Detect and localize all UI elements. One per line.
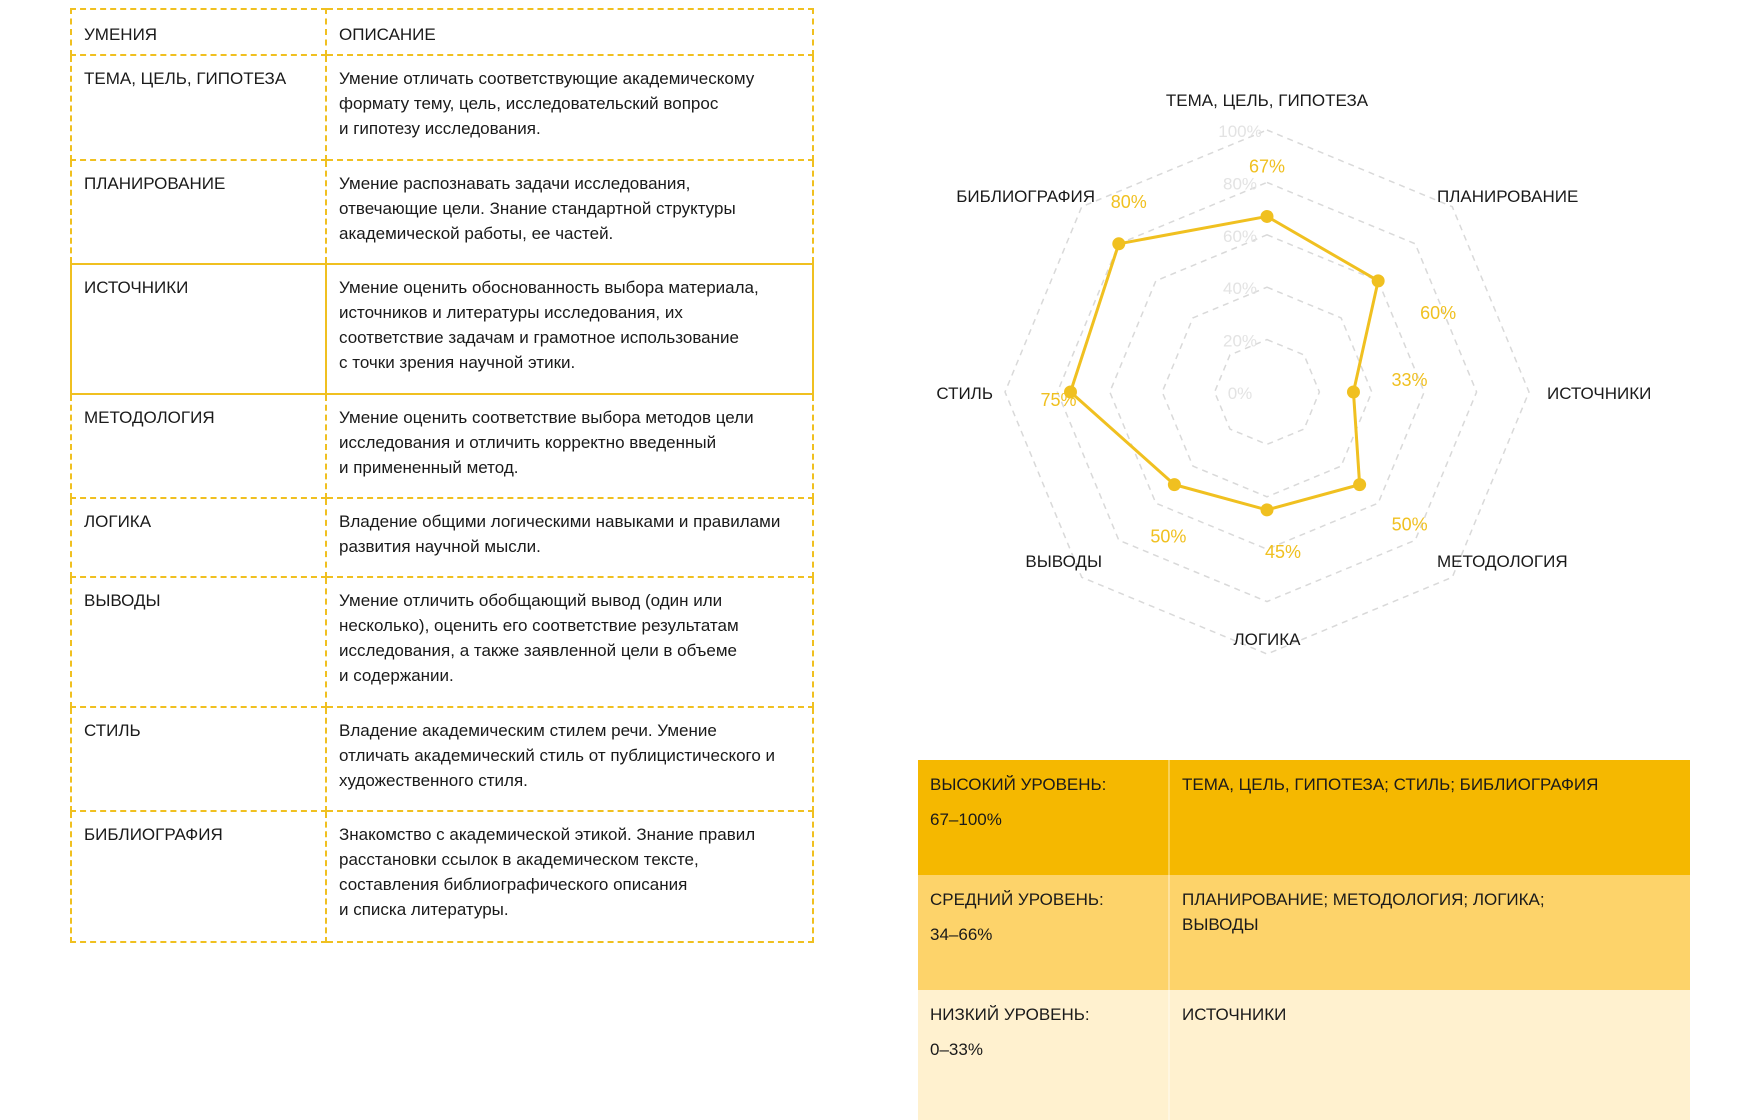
description-line: развития научной мысли.: [339, 537, 541, 556]
skill-name: ИСТОЧНИКИ: [71, 264, 326, 394]
description-line: формату тему, цель, исследовательский вопрос: [339, 94, 719, 113]
description-line: Владение академическим стилем речи. Умение: [339, 721, 717, 740]
data-point: [1168, 478, 1181, 491]
data-point: [1372, 274, 1385, 287]
skill-description: [326, 394, 813, 498]
skill-name: ВЫВОДЫ: [71, 577, 326, 707]
description-line: соответствие задачам и грамотное использование: [339, 328, 739, 347]
skill-name: МЕТОДОЛОГИЯ: [71, 394, 326, 498]
radar-axis-labels: [936, 91, 1651, 649]
level-name: НИЗКИЙ УРОВЕНЬ:: [930, 1005, 1090, 1024]
skill-description: [326, 160, 813, 264]
axis-label: ПЛАНИРОВАНИЕ: [1437, 187, 1579, 206]
tick-label: 0%: [1227, 384, 1253, 403]
description-line: и содержании.: [339, 666, 454, 685]
level-cell: [918, 875, 1170, 990]
data-point: [1347, 386, 1360, 399]
table-row: [71, 394, 813, 498]
description-line: Умение оценить соответствие выбора методов цели: [339, 408, 754, 427]
description-line: и гипотезу исследования.: [339, 119, 541, 138]
level-skills-cell: [1170, 875, 1690, 990]
description-line: Умение оценить обоснованность выбора материала,: [339, 278, 759, 297]
skill-name: ПЛАНИРОВАНИЕ: [71, 160, 326, 264]
axis-label: ВЫВОДЫ: [1025, 552, 1102, 571]
value-label: 80%: [1110, 191, 1147, 212]
series-line: [1071, 216, 1379, 509]
skill-description: [326, 577, 813, 707]
level-row-high: [918, 760, 1690, 875]
table-row: [71, 707, 813, 811]
description-line: составления библиографического описания: [339, 875, 688, 894]
level-name: СРЕДНИЙ УРОВЕНЬ:: [930, 890, 1104, 909]
description-line: художественного стиля.: [339, 771, 528, 790]
level-name: ВЫСОКИЙ УРОВЕНЬ:: [930, 775, 1107, 794]
value-label: 75%: [1040, 390, 1077, 410]
table-row: [71, 55, 813, 160]
description-line: Знакомство с академической этикой. Знание правил: [339, 825, 756, 844]
grid-ring-40: [1162, 287, 1372, 497]
table-row: [71, 498, 813, 577]
levels-table: [918, 760, 1690, 1120]
column-header-description: ОПИСАНИЕ: [326, 9, 813, 55]
level-skills: ТЕМА, ЦЕЛЬ, ГИПОТЕЗА; СТИЛЬ; БИБЛИОГРАФИЯ: [1182, 775, 1599, 794]
level-row-mid: [918, 875, 1690, 990]
skill-description: [326, 264, 813, 394]
description-line: исследования и отличить корректно введенный: [339, 433, 717, 452]
tick-label: 40%: [1222, 279, 1258, 299]
tick-label: 100%: [1218, 122, 1262, 141]
skill-name: БИБЛИОГРАФИЯ: [71, 811, 326, 942]
data-point: [1261, 210, 1274, 223]
table-row: [71, 577, 813, 707]
description-line: несколько), оценить его соответствие результатам: [339, 616, 739, 635]
table-row: [71, 264, 813, 394]
grid-ring-100: [1005, 130, 1529, 654]
axis-label: СТИЛЬ: [936, 384, 993, 403]
tick-label: 80%: [1222, 174, 1258, 194]
description-line: Умение распознавать задачи исследования,: [339, 174, 691, 193]
axis-label: ТЕМА, ЦЕЛЬ, ГИПОТЕЗА: [1165, 91, 1369, 110]
axis-label: ИСТОЧНИКИ: [1547, 384, 1652, 403]
description-line: Владение общими логическими навыками и правилами: [339, 512, 781, 531]
value-label: 50%: [1150, 526, 1187, 547]
description-line: и списка литературы.: [339, 900, 509, 919]
axis-label: БИБЛИОГРАФИЯ: [956, 187, 1095, 206]
value-label: 67%: [1248, 156, 1286, 177]
level-skills: ИСТОЧНИКИ: [1182, 1005, 1287, 1024]
data-point: [1112, 237, 1125, 250]
description-line: Умение отличить обобщающий вывод (один или: [339, 591, 723, 610]
skill-name: ТЕМА, ЦЕЛЬ, ГИПОТЕЗА: [71, 55, 326, 160]
tick-label: 20%: [1222, 331, 1258, 351]
value-label: 50%: [1391, 514, 1428, 535]
level-skills-cell: [1170, 760, 1690, 875]
description-line: отличать академический стиль от публицистического и: [339, 746, 776, 765]
description-line: расстановки ссылок в академическом тексте,: [339, 850, 699, 869]
skill-description: [326, 498, 813, 577]
skill-description: [326, 707, 813, 811]
description-line: академической работы, ее частей.: [339, 224, 614, 243]
data-point: [1353, 478, 1366, 491]
level-skills: ПЛАНИРОВАНИЕ; МЕТОДОЛОГИЯ; ЛОГИКА;: [1182, 890, 1545, 909]
skill-description: [326, 55, 813, 160]
tick-label: 60%: [1222, 226, 1258, 246]
description-line: отвечающие цели. Знание стандартной структуры: [339, 199, 736, 218]
level-skills-cell: [1170, 990, 1690, 1120]
radar-series: [1064, 210, 1385, 516]
description-line: и примененный метод.: [339, 458, 519, 477]
description-line: Умение отличать соответствующие академическому: [339, 69, 755, 88]
skill-description: [326, 811, 813, 942]
level-range: 0–33%: [930, 1040, 983, 1059]
skills-table: [70, 8, 814, 943]
axis-label: ЛОГИКА: [1233, 630, 1301, 649]
level-range: 67–100%: [930, 810, 1002, 829]
radar-grid: [1005, 130, 1529, 654]
table-row: [71, 811, 813, 942]
level-row-low: [918, 990, 1690, 1120]
value-label: 60%: [1420, 302, 1457, 323]
level-skills: ВЫВОДЫ: [1182, 915, 1259, 934]
value-label: 33%: [1391, 370, 1428, 390]
column-header-skills: УМЕНИЯ: [71, 9, 326, 55]
level-cell: [918, 760, 1170, 875]
skill-name: СТИЛЬ: [71, 707, 326, 811]
description-line: исследования, а также заявленной цели в объеме: [339, 641, 738, 660]
level-cell: [918, 990, 1170, 1120]
axis-label: МЕТОДОЛОГИЯ: [1437, 552, 1568, 571]
data-point: [1261, 503, 1274, 516]
radar-chart: [900, 80, 1660, 720]
description-line: с точки зрения научной этики.: [339, 353, 576, 372]
description-line: источников и литературы исследования, их: [339, 303, 683, 322]
radar-value-labels: [1040, 156, 1456, 561]
level-range: 34–66%: [930, 925, 993, 944]
skill-name: ЛОГИКА: [71, 498, 326, 577]
table-row: [71, 160, 813, 264]
value-label: 45%: [1264, 541, 1302, 562]
